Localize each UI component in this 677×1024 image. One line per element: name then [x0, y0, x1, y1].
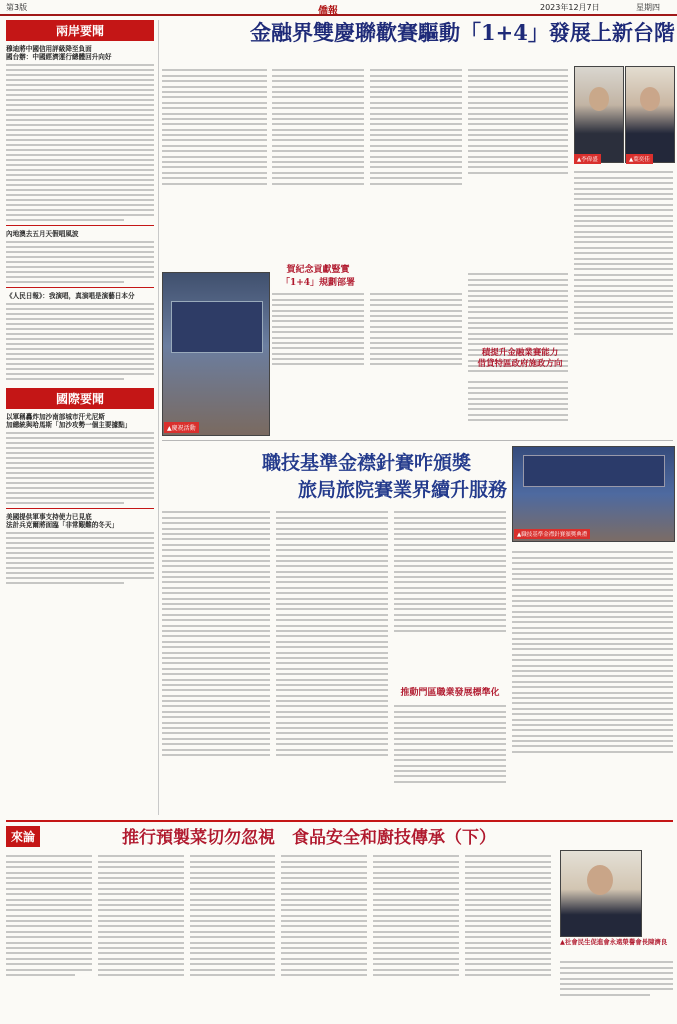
main-headline: 金融界雙慶聯歡賽驅動「1+4」發展上新台階: [250, 20, 675, 45]
news-headline: 穆迪將中國信用評級降至負面 國台辦：中國經濟運行總體回升向好: [6, 45, 112, 61]
masthead-logo: 僑報: [318, 6, 338, 17]
page-header: [0, 0, 677, 16]
column-divider: [158, 20, 159, 815]
article-text: [6, 532, 154, 584]
main-headline: 職技基準金襟針賽咋頒獎: [262, 452, 472, 474]
article-text: [512, 548, 673, 756]
section-title-cross-strait: 兩岸要聞: [6, 20, 154, 41]
article-text: [276, 508, 388, 759]
issue-weekday: 星期四: [636, 3, 660, 12]
text-column: [98, 852, 184, 979]
article-text: [272, 290, 364, 369]
text-column: [465, 852, 551, 979]
article-text: [370, 66, 462, 188]
section-label-opinion: 來論: [6, 826, 40, 847]
stage-screen: [171, 301, 263, 353]
section-divider: [162, 440, 673, 441]
portrait-face: [589, 87, 609, 111]
article-subheading: 推動門區職業發展標準化: [400, 688, 500, 698]
opinion-headline: 推行預製菜切勿忽視 食品安全和廚技傳承（下）: [122, 828, 496, 848]
article-text: [6, 241, 154, 283]
main-headline: 旅局旅院賽業界續升服務: [298, 479, 508, 501]
event-photo: [512, 446, 675, 542]
news-headline: 《人民日報》：我演唱，真演唱是演藝日本分: [6, 292, 135, 300]
article-text: [468, 378, 568, 425]
section-divider: [6, 820, 673, 822]
article-text: [560, 958, 673, 999]
text-column: [373, 852, 459, 979]
event-photo: [162, 272, 270, 436]
news-headline: 內地澳去五月天假唱風波: [6, 230, 79, 238]
photo-caption: ▲職技基準金襟針賽頒獎典禮: [514, 529, 590, 539]
portrait-face: [640, 87, 660, 111]
author-photo: [560, 850, 642, 937]
article-text: [162, 508, 270, 759]
portrait-caption: ▲李偉盛: [574, 154, 601, 164]
article-text: [394, 702, 506, 786]
opinion-body: [6, 852, 551, 979]
portrait-photo: [625, 66, 675, 163]
article-text: [468, 66, 568, 177]
section-title-international: 國際要聞: [6, 388, 154, 409]
article-text: [162, 66, 267, 188]
sidebar: [6, 20, 154, 587]
article-text: [574, 168, 673, 339]
portrait-photo: [574, 66, 624, 163]
news-headline: 美國提供軍事支持使力已見底 法計兵克爾將面臨「非常艱難的冬天」: [6, 513, 119, 529]
text-column: [281, 852, 367, 979]
text-column: [6, 852, 92, 979]
article-text: [6, 303, 154, 380]
page-number: 第3版: [6, 3, 28, 12]
photo-caption: ▲慶祝活動: [164, 422, 199, 433]
author-caption: ▲社會民生促進會永遠榮譽會長陳濟良: [560, 938, 668, 946]
article-subheading: 賀紀念貢獻豎實「1+4」規劃部署: [280, 265, 356, 288]
article-text: [370, 290, 462, 369]
portrait-caption: ▲葉奕佳: [626, 154, 653, 164]
article-subheading: 積提升金融業賽能力 借貸特區政府施政方向: [477, 348, 563, 369]
stage-backdrop: [523, 455, 665, 487]
article-text: [394, 508, 506, 635]
article-text: [6, 64, 154, 221]
author-face: [587, 865, 613, 895]
text-column: [190, 852, 276, 979]
article-text: [272, 66, 364, 188]
news-headline: 以軍稱轟炸加沙南部城市汗尤尼斯 加總統與哈馬斯「加沙攻勢一個主要據點」: [6, 413, 132, 429]
issue-date: 2023年12月7日: [540, 3, 600, 12]
article-text: [6, 432, 154, 504]
